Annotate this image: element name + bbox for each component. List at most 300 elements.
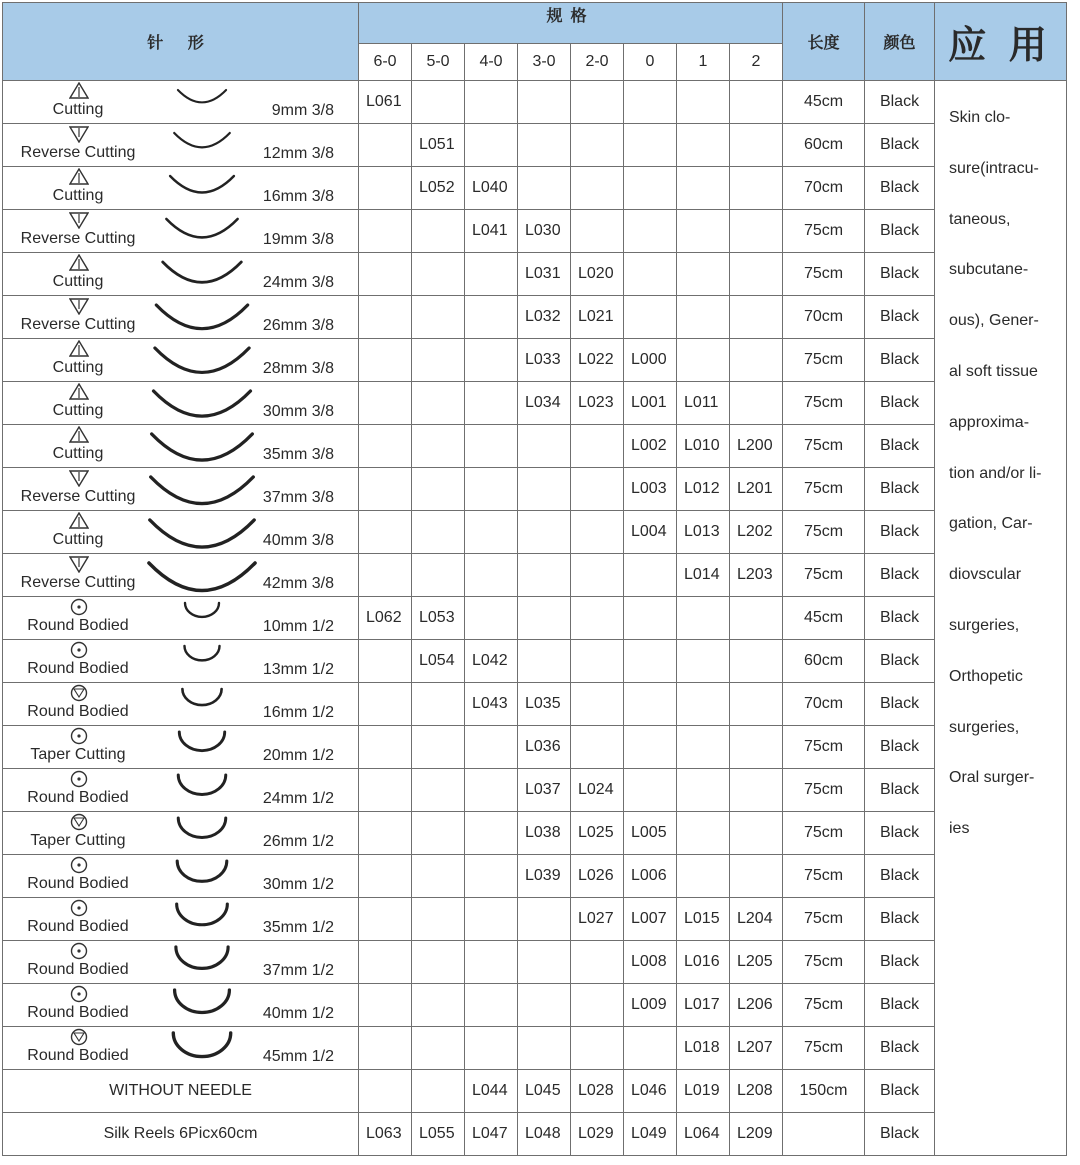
taper-point-icon	[69, 684, 89, 702]
product-code: L054	[412, 640, 465, 683]
product-code	[412, 683, 465, 726]
needle-row	[3, 898, 1067, 941]
needle-curve-icon	[143, 342, 261, 382]
product-code	[571, 81, 624, 124]
product-code	[730, 855, 783, 898]
length-value: 150cm	[783, 1070, 865, 1113]
product-code	[465, 124, 518, 167]
product-code: L208	[730, 1070, 783, 1113]
product-code: L027	[571, 898, 624, 941]
needle-cell	[3, 941, 359, 984]
product-code: L209	[730, 1113, 783, 1156]
needle-row	[3, 941, 1067, 984]
product-code	[624, 769, 677, 812]
needle-cell	[3, 81, 359, 124]
product-code	[465, 726, 518, 769]
needle-size-label: 26mm 3/8	[262, 317, 334, 334]
product-code	[571, 640, 624, 683]
needle-row	[3, 855, 1067, 898]
needle-cell	[3, 640, 359, 683]
needle-size-label: 37mm 1/2	[262, 962, 334, 979]
needle-size-label: 9mm 3/8	[271, 102, 334, 119]
product-code	[730, 296, 783, 339]
product-code	[412, 1027, 465, 1070]
length-value: 75cm	[783, 855, 865, 898]
needle-size-label: 45mm 1/2	[262, 1048, 334, 1065]
product-code	[571, 726, 624, 769]
product-code: L055	[412, 1113, 465, 1156]
needle-row	[3, 812, 1067, 855]
product-code	[677, 339, 730, 382]
product-code	[518, 425, 571, 468]
product-code	[624, 640, 677, 683]
needle-curve-icon	[143, 815, 261, 855]
product-code	[412, 511, 465, 554]
application-header: 应 用	[935, 3, 1067, 81]
needle-size-label: 26mm 1/2	[262, 833, 334, 850]
product-code: L028	[571, 1070, 624, 1113]
needle-type-label: Cutting	[52, 187, 104, 204]
product-code	[571, 511, 624, 554]
needle-cell	[3, 812, 359, 855]
product-code: L003	[624, 468, 677, 511]
product-code	[677, 296, 730, 339]
needle-row	[3, 339, 1067, 382]
product-code: L036	[518, 726, 571, 769]
product-code	[730, 253, 783, 296]
taper-point-icon	[69, 1028, 89, 1046]
product-code	[730, 640, 783, 683]
length-value: 75cm	[783, 726, 865, 769]
product-code: L052	[412, 167, 465, 210]
length-value: 45cm	[783, 597, 865, 640]
product-code: L016	[677, 941, 730, 984]
length-value: 70cm	[783, 683, 865, 726]
needle-type-label: Reverse Cutting	[20, 488, 136, 505]
needle-size-label: 35mm 1/2	[262, 919, 334, 936]
length-value: 75cm	[783, 1027, 865, 1070]
application-line: sure(intracu-	[949, 159, 1039, 177]
needle-curve-icon	[143, 170, 261, 210]
product-code	[359, 898, 412, 941]
needle-type-label: Cutting	[52, 531, 104, 548]
application-line: Skin clo-	[949, 109, 1011, 126]
color-value: Black	[865, 296, 935, 339]
product-code	[359, 683, 412, 726]
product-code	[412, 726, 465, 769]
color-value: Black	[865, 1070, 935, 1113]
color-value: Black	[865, 683, 935, 726]
needle-type-label: Cutting	[52, 101, 104, 118]
product-code	[465, 554, 518, 597]
needle-type-label: Round Bodied	[27, 1047, 129, 1064]
needle-row	[3, 167, 1067, 210]
product-code: L002	[624, 425, 677, 468]
taper-point-icon	[69, 813, 89, 831]
product-code	[359, 941, 412, 984]
application-line: surgeries,	[949, 718, 1020, 736]
round-point-icon	[69, 942, 89, 960]
product-code	[465, 769, 518, 812]
needle-row	[3, 769, 1067, 812]
product-code: L017	[677, 984, 730, 1027]
product-code	[518, 640, 571, 683]
product-code	[359, 210, 412, 253]
needle-cell	[3, 1027, 359, 1070]
cutting-point-icon	[69, 383, 89, 401]
application-line: diovscular	[949, 566, 1022, 584]
length-value: 60cm	[783, 124, 865, 167]
length-value: 75cm	[783, 898, 865, 941]
needle-size-label: 35mm 3/8	[262, 446, 334, 463]
product-code: L022	[571, 339, 624, 382]
needle-row	[3, 382, 1067, 425]
product-code	[359, 468, 412, 511]
application-line: tion and/or li-	[949, 464, 1042, 482]
needle-size-label: 40mm 3/8	[262, 532, 334, 549]
product-code	[624, 124, 677, 167]
needle-row	[3, 683, 1067, 726]
product-code	[677, 124, 730, 167]
color-value: Black	[865, 597, 935, 640]
product-code: L024	[571, 769, 624, 812]
product-code	[412, 425, 465, 468]
needle-type-label: Round Bodied	[27, 703, 129, 720]
product-code: L037	[518, 769, 571, 812]
color-value: Black	[865, 554, 935, 597]
length-value: 70cm	[783, 296, 865, 339]
specification-header: 规格	[359, 3, 783, 44]
product-code	[518, 468, 571, 511]
product-code	[412, 554, 465, 597]
gauge-header-4: 2-0	[571, 44, 624, 81]
color-value: Black	[865, 812, 935, 855]
product-code	[571, 124, 624, 167]
product-code: L010	[677, 425, 730, 468]
product-code: L026	[571, 855, 624, 898]
product-code	[677, 769, 730, 812]
product-code	[465, 382, 518, 425]
needle-curve-icon	[143, 471, 261, 511]
length-value: 75cm	[783, 511, 865, 554]
needle-type-label: Round Bodied	[27, 875, 129, 892]
product-code	[412, 468, 465, 511]
needle-cell	[3, 339, 359, 382]
needle-cell	[3, 855, 359, 898]
needle-cell	[3, 210, 359, 253]
product-code	[359, 554, 412, 597]
cutting-point-icon	[69, 82, 89, 100]
application-line: al soft tissue	[949, 362, 1038, 380]
needle-type-label: Taper Cutting	[30, 832, 126, 849]
color-value: Black	[865, 1113, 935, 1156]
product-code	[359, 812, 412, 855]
product-code	[677, 812, 730, 855]
needle-size-label: 19mm 3/8	[262, 231, 334, 248]
product-code	[465, 855, 518, 898]
product-code	[359, 726, 412, 769]
product-code	[571, 468, 624, 511]
needle-curve-icon	[143, 213, 261, 253]
product-code	[465, 81, 518, 124]
product-code	[465, 468, 518, 511]
needle-curve-icon	[143, 643, 261, 683]
reverse-point-icon	[69, 469, 89, 487]
needle-type-label: Cutting	[52, 273, 104, 290]
length-value: 75cm	[783, 769, 865, 812]
color-value: Black	[865, 640, 935, 683]
application-line: gation, Car-	[949, 515, 1033, 533]
application-line: approxima-	[949, 413, 1030, 431]
product-code	[730, 382, 783, 425]
color-value: Black	[865, 425, 935, 468]
product-code	[730, 339, 783, 382]
needle-curve-icon	[143, 557, 261, 597]
needle-size-label: 42mm 3/8	[262, 575, 334, 592]
needle-size-label: 24mm 1/2	[262, 790, 334, 807]
needle-row	[3, 640, 1067, 683]
round-point-icon	[69, 770, 89, 788]
product-code: L206	[730, 984, 783, 1027]
product-code: L019	[677, 1070, 730, 1113]
reverse-point-icon	[69, 555, 89, 573]
length-value	[783, 1113, 865, 1156]
reverse-point-icon	[69, 125, 89, 143]
product-code	[412, 769, 465, 812]
product-code	[465, 1027, 518, 1070]
product-code	[412, 253, 465, 296]
needle-curve-icon	[143, 84, 261, 124]
product-code	[730, 167, 783, 210]
product-code	[624, 726, 677, 769]
needle-curve-icon	[143, 514, 261, 554]
product-code	[412, 296, 465, 339]
product-code	[359, 984, 412, 1027]
needle-row	[3, 81, 1067, 124]
product-code: L006	[624, 855, 677, 898]
length-value: 75cm	[783, 339, 865, 382]
product-code: L015	[677, 898, 730, 941]
needle-curve-icon	[143, 256, 261, 296]
product-code: L013	[677, 511, 730, 554]
length-value: 75cm	[783, 382, 865, 425]
product-code	[465, 339, 518, 382]
application-line: Oral surger-	[949, 769, 1035, 787]
gauge-header-5: 0	[624, 44, 677, 81]
product-code	[571, 210, 624, 253]
product-code	[359, 167, 412, 210]
product-code: L025	[571, 812, 624, 855]
product-code	[624, 683, 677, 726]
needle-type-label: Round Bodied	[27, 789, 129, 806]
product-code	[518, 984, 571, 1027]
needle-type-label: Round Bodied	[27, 660, 129, 677]
product-code	[624, 554, 677, 597]
needle-type-label: Reverse Cutting	[20, 230, 136, 247]
product-code: L021	[571, 296, 624, 339]
product-code: L049	[624, 1113, 677, 1156]
special-row-label: Silk Reels 6Picx60cm	[3, 1113, 359, 1156]
needle-curve-icon	[143, 944, 261, 984]
product-code	[359, 640, 412, 683]
needle-cell	[3, 984, 359, 1027]
product-code: L045	[518, 1070, 571, 1113]
color-value: Black	[865, 81, 935, 124]
product-code	[571, 984, 624, 1027]
needle-size-label: 16mm 1/2	[262, 704, 334, 721]
product-code: L032	[518, 296, 571, 339]
product-code	[677, 597, 730, 640]
product-code	[412, 339, 465, 382]
needle-row	[3, 511, 1067, 554]
needle-curve-icon	[143, 127, 261, 167]
cutting-point-icon	[69, 168, 89, 186]
product-code	[359, 339, 412, 382]
product-code	[359, 425, 412, 468]
color-value: Black	[865, 253, 935, 296]
product-code	[730, 683, 783, 726]
needle-row	[3, 468, 1067, 511]
needle-curve-icon	[143, 428, 261, 468]
needle-shape-header: 针 形	[3, 3, 359, 81]
needle-size-label: 24mm 3/8	[262, 274, 334, 291]
needle-type-label: Round Bodied	[27, 1004, 129, 1021]
product-code	[571, 554, 624, 597]
product-code	[730, 769, 783, 812]
product-code: L053	[412, 597, 465, 640]
product-code	[412, 210, 465, 253]
application-line: ies	[949, 820, 970, 838]
product-code	[571, 167, 624, 210]
needle-type-label: Round Bodied	[27, 918, 129, 935]
needle-type-label: Cutting	[52, 445, 104, 462]
color-value: Black	[865, 898, 935, 941]
product-code	[465, 296, 518, 339]
product-code: L001	[624, 382, 677, 425]
product-code: L041	[465, 210, 518, 253]
product-code	[730, 597, 783, 640]
needle-cell	[3, 511, 359, 554]
cutting-point-icon	[69, 512, 89, 530]
needle-row	[3, 425, 1067, 468]
needle-cell	[3, 382, 359, 425]
needle-curve-icon	[143, 385, 261, 425]
needle-row	[3, 554, 1067, 597]
product-code: L043	[465, 683, 518, 726]
product-code: L047	[465, 1113, 518, 1156]
round-point-icon	[69, 598, 89, 616]
application-line: Orthopetic	[949, 667, 1023, 685]
length-value: 75cm	[783, 812, 865, 855]
product-code	[359, 855, 412, 898]
color-value: Black	[865, 468, 935, 511]
needle-size-label: 12mm 3/8	[262, 145, 334, 162]
product-code	[624, 81, 677, 124]
needle-curve-icon	[143, 686, 261, 726]
product-code: L009	[624, 984, 677, 1027]
needle-type-label: Reverse Cutting	[20, 144, 136, 161]
needle-curve-icon	[143, 987, 261, 1027]
needle-type-label: Round Bodied	[27, 617, 129, 634]
product-code	[677, 726, 730, 769]
length-header: 长度	[783, 3, 865, 81]
product-code: L011	[677, 382, 730, 425]
product-code: L018	[677, 1027, 730, 1070]
color-header: 颜色	[865, 3, 935, 81]
product-code: L000	[624, 339, 677, 382]
needle-curve-icon	[143, 729, 261, 769]
product-code	[359, 296, 412, 339]
product-code	[359, 1070, 412, 1113]
color-value: Black	[865, 124, 935, 167]
product-code: L039	[518, 855, 571, 898]
needle-cell	[3, 726, 359, 769]
product-code: L046	[624, 1070, 677, 1113]
product-code	[359, 1027, 412, 1070]
product-code	[412, 855, 465, 898]
length-value: 75cm	[783, 253, 865, 296]
needle-curve-icon	[143, 901, 261, 941]
color-value: Black	[865, 855, 935, 898]
color-value: Black	[865, 984, 935, 1027]
product-code	[518, 81, 571, 124]
needle-size-label: 10mm 1/2	[262, 618, 334, 635]
reverse-point-icon	[69, 297, 89, 315]
needle-size-label: 13mm 1/2	[262, 661, 334, 678]
needle-cell	[3, 425, 359, 468]
needle-row	[3, 597, 1067, 640]
product-code	[677, 81, 730, 124]
product-code	[465, 425, 518, 468]
color-value: Black	[865, 339, 935, 382]
product-code	[465, 597, 518, 640]
product-code: L040	[465, 167, 518, 210]
color-value: Black	[865, 941, 935, 984]
product-code	[518, 1027, 571, 1070]
needle-cell	[3, 597, 359, 640]
needle-cell	[3, 124, 359, 167]
product-code: L062	[359, 597, 412, 640]
needle-curve-icon	[143, 858, 261, 898]
product-code	[359, 511, 412, 554]
application-line: surgeries,	[949, 616, 1020, 634]
needle-size-label: 30mm 1/2	[262, 876, 334, 893]
needle-cell	[3, 683, 359, 726]
product-code: L204	[730, 898, 783, 941]
product-code: L012	[677, 468, 730, 511]
product-code: L202	[730, 511, 783, 554]
product-code	[359, 124, 412, 167]
product-code: L008	[624, 941, 677, 984]
product-code: L044	[465, 1070, 518, 1113]
needle-curve-icon	[143, 600, 261, 640]
needle-row	[3, 296, 1067, 339]
color-value: Black	[865, 210, 935, 253]
product-code	[730, 124, 783, 167]
product-code	[412, 984, 465, 1027]
product-code	[518, 554, 571, 597]
product-code	[518, 511, 571, 554]
needle-cell	[3, 253, 359, 296]
product-code	[518, 167, 571, 210]
cutting-point-icon	[69, 426, 89, 444]
product-code	[465, 941, 518, 984]
needle-type-label: Cutting	[52, 402, 104, 419]
product-code	[571, 683, 624, 726]
application-line: subcutane-	[949, 261, 1029, 279]
product-code	[677, 683, 730, 726]
cutting-point-icon	[69, 340, 89, 358]
